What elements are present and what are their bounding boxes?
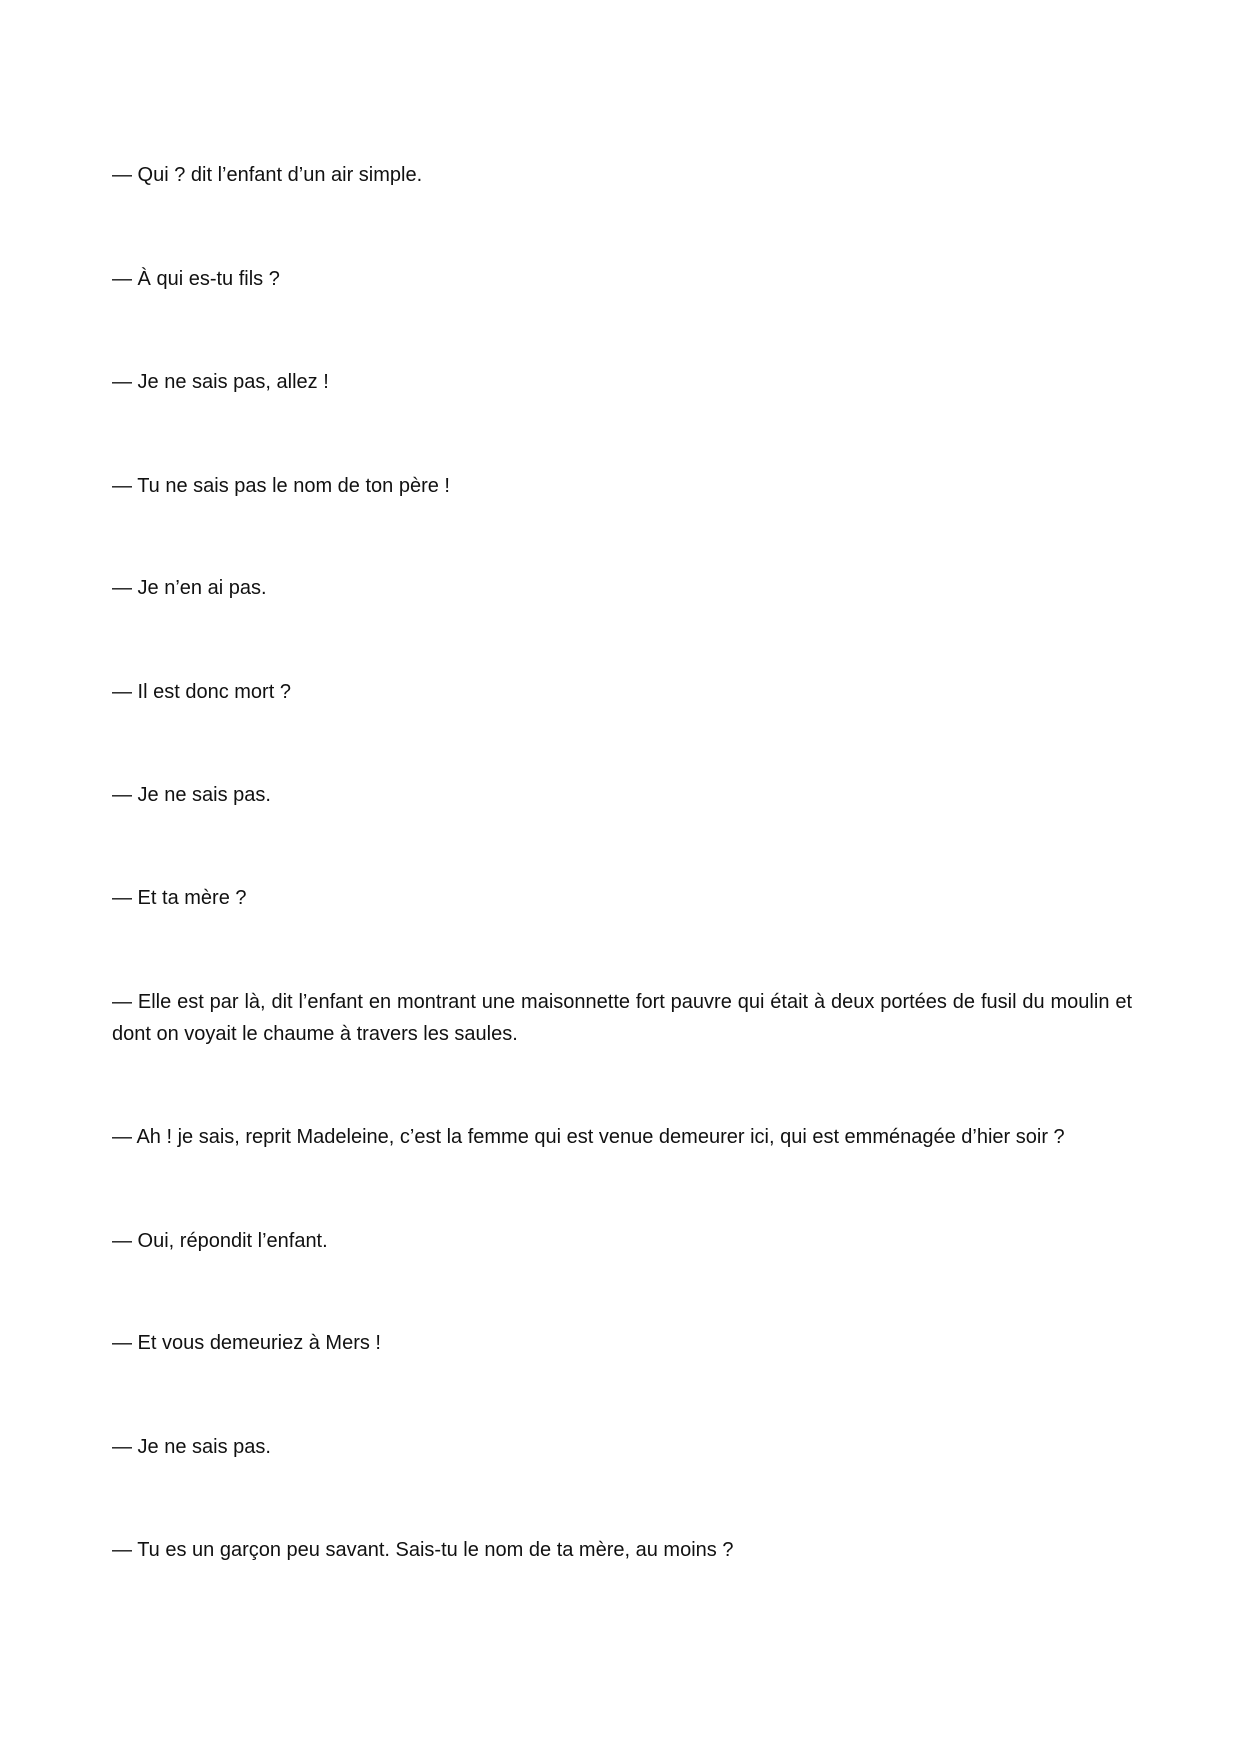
- paragraph: — Et ta mère ?: [112, 887, 247, 909]
- paragraph: — Et vous demeuriez à Mers !: [112, 1332, 381, 1354]
- paragraph: — Je ne sais pas.: [112, 784, 271, 806]
- paragraph: — Je ne sais pas.: [112, 1436, 271, 1458]
- paragraph: — Elle est par là, dit l’enfant en montrant une maisonnette fort pauvre qui était à deux portées de fusil du moulin et dont on voyait le chaume à travers les saules.: [112, 991, 1132, 1045]
- paragraph: — Ah ! je sais, reprit Madeleine, c’est la femme qui est venue demeurer ici, qui est emménagée d’hier soir ?: [112, 1126, 1065, 1148]
- paragraph: — Je ne sais pas, allez !: [112, 371, 329, 393]
- paragraph: — Oui, répondit l’enfant.: [112, 1230, 328, 1252]
- paragraph: — Tu es un garçon peu savant. Sais-tu le nom de ta mère, au moins ?: [112, 1539, 734, 1561]
- paragraph: — Qui ? dit l’enfant d’un air simple.: [112, 164, 423, 186]
- paragraph: — Je n’en ai pas.: [112, 577, 267, 599]
- paragraph: — Il est donc mort ?: [112, 681, 291, 703]
- paragraph: — Tu ne sais pas le nom de ton père !: [112, 475, 450, 497]
- paragraph: — À qui es-tu fils ?: [112, 268, 280, 290]
